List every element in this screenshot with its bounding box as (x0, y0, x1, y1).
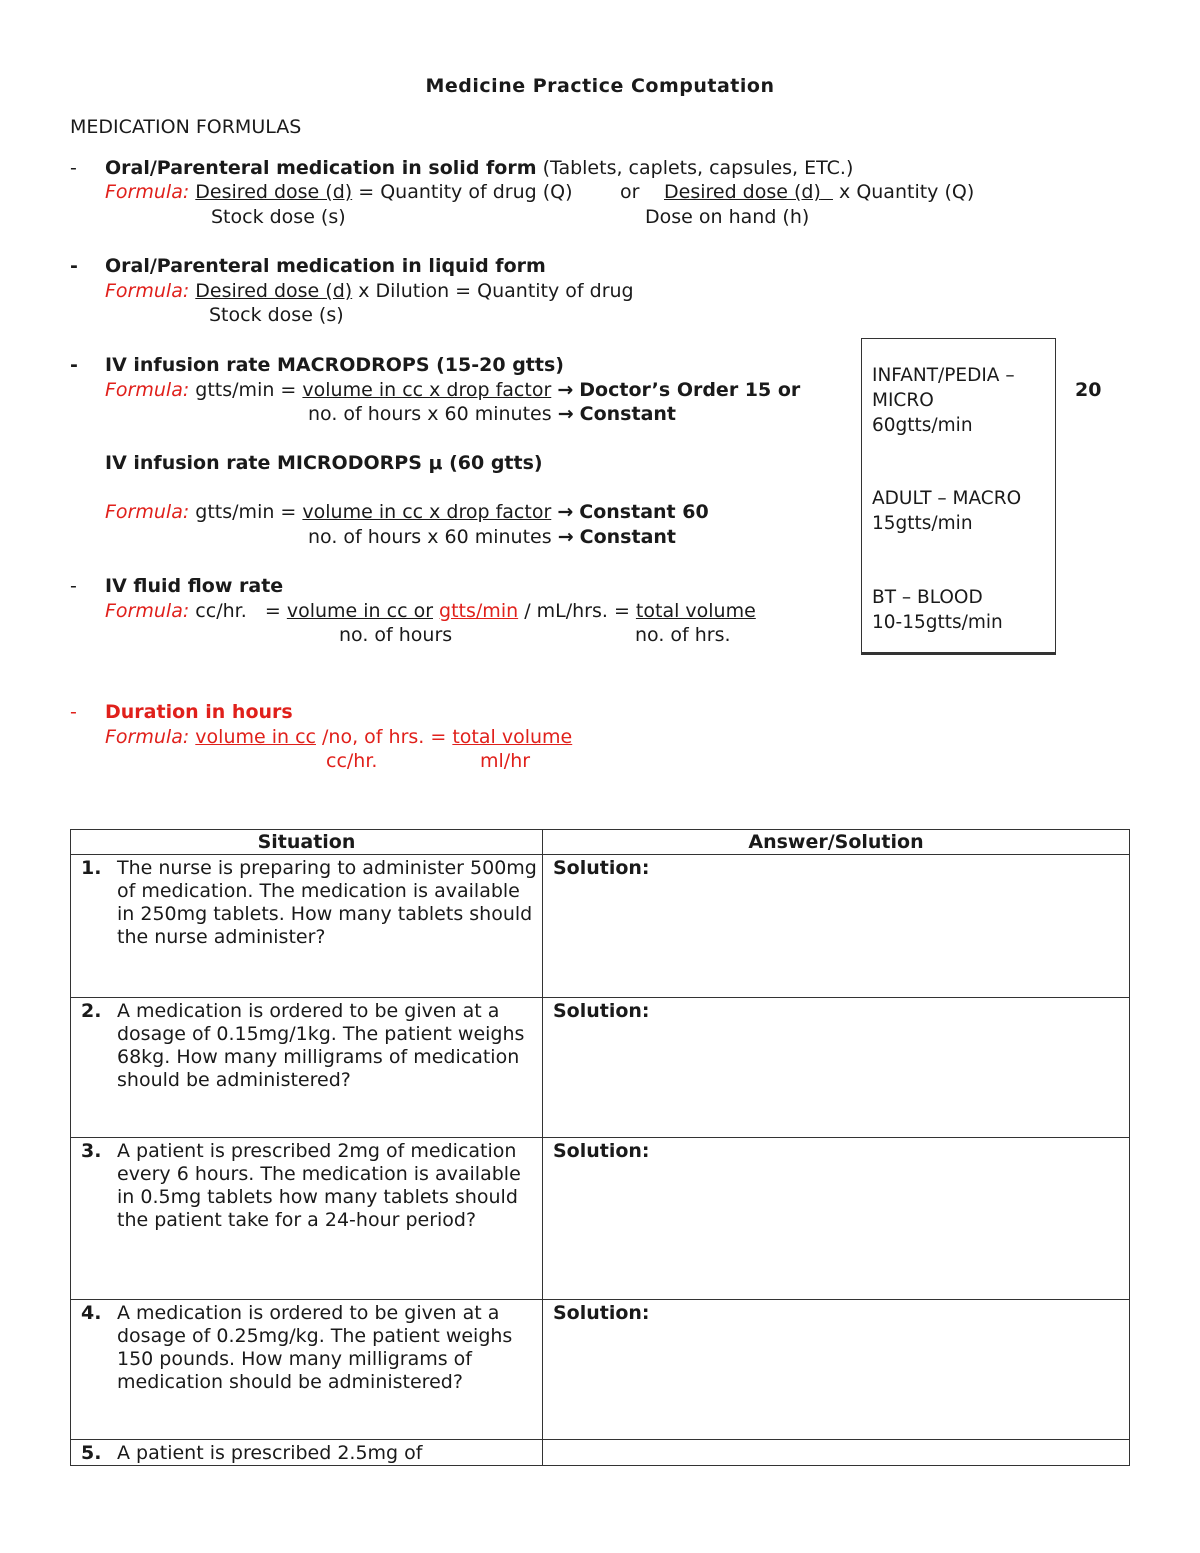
liquid-heading: Oral/Parenteral medication in liquid form (105, 255, 546, 277)
formula-label: Formula: (105, 726, 190, 748)
solid-denominator-2: Dose on hand (h) (645, 206, 810, 228)
row-number: 4. (81, 1302, 102, 1324)
solid-numerator-2: Desired dose (d) (664, 181, 821, 203)
flow-denominator-2: no. of hrs. (635, 624, 731, 646)
situation-text: A patient is prescribed 2mg of medication every 6 hours. The medication is available in 0.5mg tablets how many tablets should the patient take for a 24-hour period? (117, 1140, 521, 1231)
macro-lhs: gtts/min = (195, 379, 297, 401)
solution-label: Solution: (552, 1000, 650, 1022)
liquid-denominator: Stock dose (s) (209, 304, 344, 326)
solid-formula-2 (664, 180, 974, 204)
header-answer: Answer/Solution (542, 830, 1129, 855)
macro-numerator: volume in cc x drop factor (302, 379, 552, 401)
solution-label: Solution: (552, 1302, 650, 1324)
solid-formula-line (105, 180, 573, 204)
answer-cell[interactable] (542, 998, 1129, 1138)
solution-label (543, 1440, 1129, 1442)
adult-line-2: 15gtts/min (872, 513, 973, 534)
flow-mid: / mL/hrs. = (524, 600, 630, 622)
formula-label: Formula: (105, 280, 190, 302)
formula-label: Formula: (105, 379, 190, 401)
header-situation: Situation (71, 830, 543, 855)
flow-formula-line (105, 599, 756, 623)
flow-numerator-c: total volume (635, 600, 756, 622)
infant-line-3: 60gtts/min (872, 415, 973, 436)
solid-denominator-1: Stock dose (s) (211, 206, 346, 228)
situation-table (70, 829, 1130, 1466)
micro-heading: IV infusion rate MICRODORPS μ (60 gtts) (105, 452, 543, 474)
answer-cell[interactable] (542, 855, 1129, 998)
flow-denominator-1: no. of hours (339, 624, 453, 646)
micro-denominator: no. of hours x 60 minutes (308, 526, 552, 548)
solid-equals-1: = Quantity of drug (Q) (358, 181, 573, 203)
situation-text: A medication is ordered to be given at a dosage of 0.25mg/kg. The patient weighs 150 pounds. How many milligrams of medication should be administered? (117, 1302, 513, 1393)
duration-heading: Duration in hours (105, 701, 293, 723)
micro-numerator: volume in cc x drop factor (302, 501, 552, 523)
infant-line-1: INFANT/PEDIA – (872, 365, 1015, 386)
solid-equals-2: x Quantity (Q) (839, 181, 975, 203)
bt-line-1: BT – BLOOD (872, 587, 983, 608)
micro-denominator-line (308, 525, 676, 549)
liquid-formula-line (105, 279, 634, 303)
table-row (71, 1300, 1130, 1440)
answer-cell[interactable] (542, 1300, 1129, 1440)
arrow-icon: → (557, 526, 574, 548)
duration-denominator-1: cc/hr. (326, 750, 378, 772)
table-row (71, 998, 1130, 1138)
answer-cell[interactable] (542, 1138, 1129, 1300)
adult-line-1: ADULT – MACRO (872, 488, 1022, 509)
duration-formula-line (105, 725, 572, 749)
flow-numerator-a: volume in cc or (286, 600, 433, 622)
row-number: 5. (81, 1442, 102, 1464)
macro-note-2: Constant (579, 403, 677, 425)
formula-label: Formula: (105, 181, 190, 203)
micro-note-2: Constant (579, 526, 677, 548)
micro-formula-line (105, 500, 709, 524)
answer-cell[interactable] (542, 1440, 1129, 1466)
table-row (71, 1440, 1130, 1466)
drop-factor-box (861, 338, 1056, 655)
solid-numerator-1: Desired dose (d) (195, 181, 353, 203)
macro-denominator: no. of hours x 60 minutes (308, 403, 552, 425)
situation-text: A patient is prescribed 2.5mg of (117, 1442, 423, 1464)
bullet-duration: - (70, 701, 77, 723)
table-header-row (71, 830, 1130, 855)
liquid-equals: x Dilution = Quantity of drug (358, 280, 634, 302)
table-row (71, 1138, 1130, 1300)
formula-label: Formula: (105, 600, 190, 622)
solution-label: Solution: (552, 1140, 650, 1162)
bullet-flow: - (70, 575, 77, 597)
solid-heading-line (105, 156, 853, 180)
situation-text: A medication is ordered to be given at a dosage of 0.15mg/1kg. The patient weighs 68kg. How many milligrams of medication should be administered? (117, 1000, 525, 1091)
arrow-icon: → (557, 501, 574, 523)
table-row (71, 855, 1130, 998)
macro-heading: IV infusion rate MACRODROPS (15-20 gtts) (105, 354, 564, 376)
macro-denominator-line (308, 402, 676, 426)
solid-heading-note: (Tablets, caplets, capsules, ETC.) (542, 157, 854, 179)
solid-heading: Oral/Parenteral medication in solid form (105, 157, 537, 179)
row-number: 3. (81, 1140, 102, 1162)
bt-line-2: 10-15gtts/min (872, 612, 1003, 633)
solution-label: Solution: (552, 857, 650, 879)
section-heading: MEDICATION FORMULAS (70, 116, 302, 138)
micro-lhs: gtts/min = (195, 501, 297, 523)
bullet-liquid: - (70, 255, 78, 277)
macro-formula-line (105, 378, 800, 402)
bullet-solid: - (70, 157, 77, 179)
flow-lhs: cc/hr. (195, 600, 247, 622)
arrow-icon: → (557, 403, 574, 425)
solid-or: or (620, 181, 640, 203)
infant-line-2: MICRO (872, 390, 934, 411)
bullet-macro: - (70, 354, 78, 376)
formula-label: Formula: (105, 501, 190, 523)
flow-numerator-b: gtts/min (439, 600, 519, 622)
macro-side-note: 20 (1075, 379, 1102, 401)
duration-numerator-1: volume in cc (195, 726, 316, 748)
arrow-icon: → (557, 379, 574, 401)
flow-heading: IV fluid flow rate (105, 575, 284, 597)
liquid-numerator: Desired dose (d) (195, 280, 353, 302)
page-title: Medicine Practice Computation (425, 75, 775, 97)
row-number: 1. (81, 857, 102, 879)
micro-note-1: Constant 60 (579, 501, 709, 523)
duration-mid: /no, of hrs. = (322, 726, 447, 748)
situation-text: The nurse is preparing to administer 500mg of medication. The medication is available in 250mg tablets. How many tablets should the nurse administer? (117, 857, 537, 948)
macro-note-1: Doctor’s Order 15 or (579, 379, 801, 401)
duration-denominator-2: ml/hr (480, 750, 531, 772)
duration-numerator-2: total volume (452, 726, 573, 748)
row-number: 2. (81, 1000, 102, 1022)
flow-equals: = (264, 600, 281, 622)
